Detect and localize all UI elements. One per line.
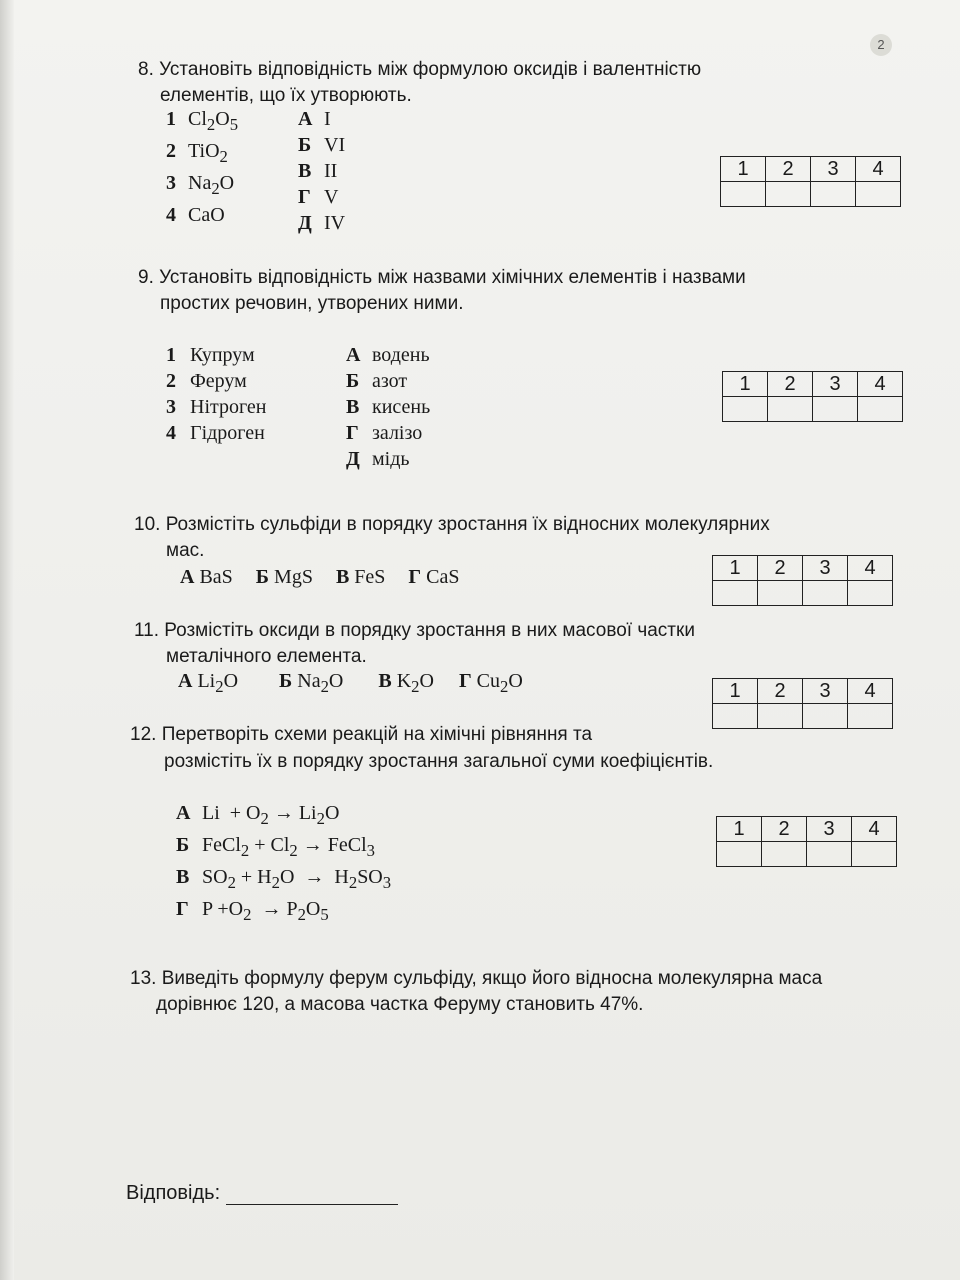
q8-left-item: 4 CaO (166, 204, 225, 226)
q12-option: В $SO_2 + H_2O \to H_2SO_3$ (176, 866, 392, 892)
q9-left-column (166, 342, 267, 446)
answer-cell[interactable] (717, 842, 762, 867)
grid-header-cell: 1 (723, 372, 768, 397)
grid-header-cell: 1 (721, 157, 766, 182)
answer-cell[interactable] (768, 397, 813, 422)
answer-cell[interactable] (721, 182, 766, 207)
q8-text-line2: елементів, що їх утворюють. (160, 85, 412, 106)
answer-cell[interactable] (807, 842, 852, 867)
answer-cell[interactable] (766, 182, 811, 207)
answer-cell[interactable] (813, 397, 858, 422)
grid-header-cell: 3 (803, 556, 848, 581)
q8-left-item: 3 $Na_2O$ (166, 172, 235, 198)
page-number: 2 (870, 34, 892, 56)
q10-option: Б MgS (255, 566, 313, 588)
answer-label: Відповідь: (126, 1182, 221, 1204)
answer-cell[interactable] (713, 581, 758, 606)
q11-text-line2: металічного елемента. (166, 646, 367, 667)
q8-right-item: В II (298, 160, 338, 182)
q9-answer-grid (722, 371, 903, 422)
q12-option: А $Li + O_2 \to Li_2O$ (176, 802, 340, 828)
q8-left-item: 1 $Cl_2O_5$ (166, 108, 239, 134)
grid-header-cell: 2 (758, 556, 803, 581)
q10-text-line1: 10. Розмістіть сульфіди в порядку зростання їх відносних молекулярних (134, 514, 770, 535)
q9-right-item: Г залізо (346, 422, 423, 444)
q12-option: Г $P +O_2 \to P_2O_5$ (176, 898, 329, 924)
q9-text-line1: 9. Установіть відповідність між назвами хімічних елементів і назвами (138, 267, 746, 288)
q9-right-item: Д мідь (346, 448, 410, 470)
grid-header-cell: 2 (758, 679, 803, 704)
grid-header-cell: 2 (768, 372, 813, 397)
q9-right-item: А водень (346, 344, 430, 366)
q11-option: Б $Na_2O$ (279, 670, 344, 696)
q10-option: Г CaS (408, 566, 460, 588)
q8-right-item: Б VI (298, 134, 346, 156)
answer-cell[interactable] (856, 182, 901, 207)
q10-text-line2: мас. (166, 540, 205, 561)
answer-cell[interactable] (758, 704, 803, 729)
answer-cell[interactable] (758, 581, 803, 606)
q13-text-line2: дорівнює 120, а масова частка Феруму становить 47%. (156, 994, 644, 1015)
q11-option: Г $Cu_2O$ (458, 670, 523, 696)
q11-text-line1: 11. Розмістіть оксиди в порядку зростання в них масової частки (134, 620, 695, 641)
q11-option: В $K_2O$ (378, 670, 434, 696)
grid-header-cell: 3 (807, 817, 852, 842)
q8-right-item: Д IV (298, 212, 346, 234)
page-edge-shadow (0, 0, 14, 1280)
answer-input-line[interactable] (226, 1184, 398, 1205)
q9-left-item: 1 Купрум (166, 344, 255, 366)
q12-text-line2: розмістіть їх в порядку зростання загальної суми коефіцієнтів. (164, 751, 714, 772)
q8-text-line1: 8. Установіть відповідність між формулою оксидів і валентністю (138, 59, 702, 80)
answer-cell[interactable] (858, 397, 903, 422)
q10-option: А BaS (180, 566, 233, 588)
answer-cell[interactable] (713, 704, 758, 729)
q10-option: В FeS (335, 566, 386, 588)
answer-cell[interactable] (762, 842, 807, 867)
grid-header-cell: 3 (811, 157, 856, 182)
q9-left-item: 4 Гідроген (166, 422, 265, 444)
q8-left-item: 2 TiO$_2$ (166, 140, 228, 166)
answer-cell[interactable] (803, 704, 848, 729)
q8-right-item: А I (298, 108, 331, 130)
q9-right-item: Б азот (346, 370, 408, 392)
grid-header-cell: 1 (713, 556, 758, 581)
grid-header-cell: 2 (766, 157, 811, 182)
grid-header-cell: 4 (848, 679, 893, 704)
q10-options (180, 564, 459, 590)
grid-header-cell: 4 (856, 157, 901, 182)
q8-right-column (298, 106, 345, 236)
answer-cell[interactable] (811, 182, 856, 207)
grid-header-cell: 3 (813, 372, 858, 397)
grid-header-cell: 1 (713, 679, 758, 704)
q12-text-line1: 12. Перетворіть схеми реакцій на хімічні рівняння та (130, 724, 593, 745)
q9-right-column (346, 342, 430, 472)
answer-cell[interactable] (803, 581, 848, 606)
answer-cell[interactable] (848, 704, 893, 729)
grid-header-cell: 4 (848, 556, 893, 581)
q8-right-item: Г V (298, 186, 339, 208)
q11-option: А $Li_2O$ (178, 670, 239, 696)
q10-answer-grid (712, 555, 893, 606)
q11-options (178, 668, 523, 700)
q12-option: Б FeCl$_2$ + $Cl_2$ → FeCl$_3$ (176, 834, 375, 860)
grid-header-cell: 3 (803, 679, 848, 704)
q9-text-line2: простих речовин, утворених ними. (160, 293, 464, 314)
q13-text-line1: 13. Виведіть формулу ферум сульфіду, якщо його відносна молекулярна маса (130, 968, 823, 989)
q8-answer-grid (720, 156, 901, 207)
q8-left-column (166, 106, 238, 228)
grid-header-cell: 2 (762, 817, 807, 842)
answer-cell[interactable] (723, 397, 768, 422)
q9-right-item: В кисень (346, 396, 431, 418)
grid-header-cell: 1 (717, 817, 762, 842)
q9-left-item: 2 Ферум (166, 370, 247, 392)
q12-options (176, 800, 391, 928)
q12-answer-grid (716, 816, 897, 867)
grid-header-cell: 4 (852, 817, 897, 842)
answer-area (126, 1182, 398, 1205)
answer-cell[interactable] (852, 842, 897, 867)
q11-answer-grid (712, 678, 893, 729)
q9-left-item: 3 Нітроген (166, 396, 267, 418)
answer-cell[interactable] (848, 581, 893, 606)
grid-header-cell: 4 (858, 372, 903, 397)
